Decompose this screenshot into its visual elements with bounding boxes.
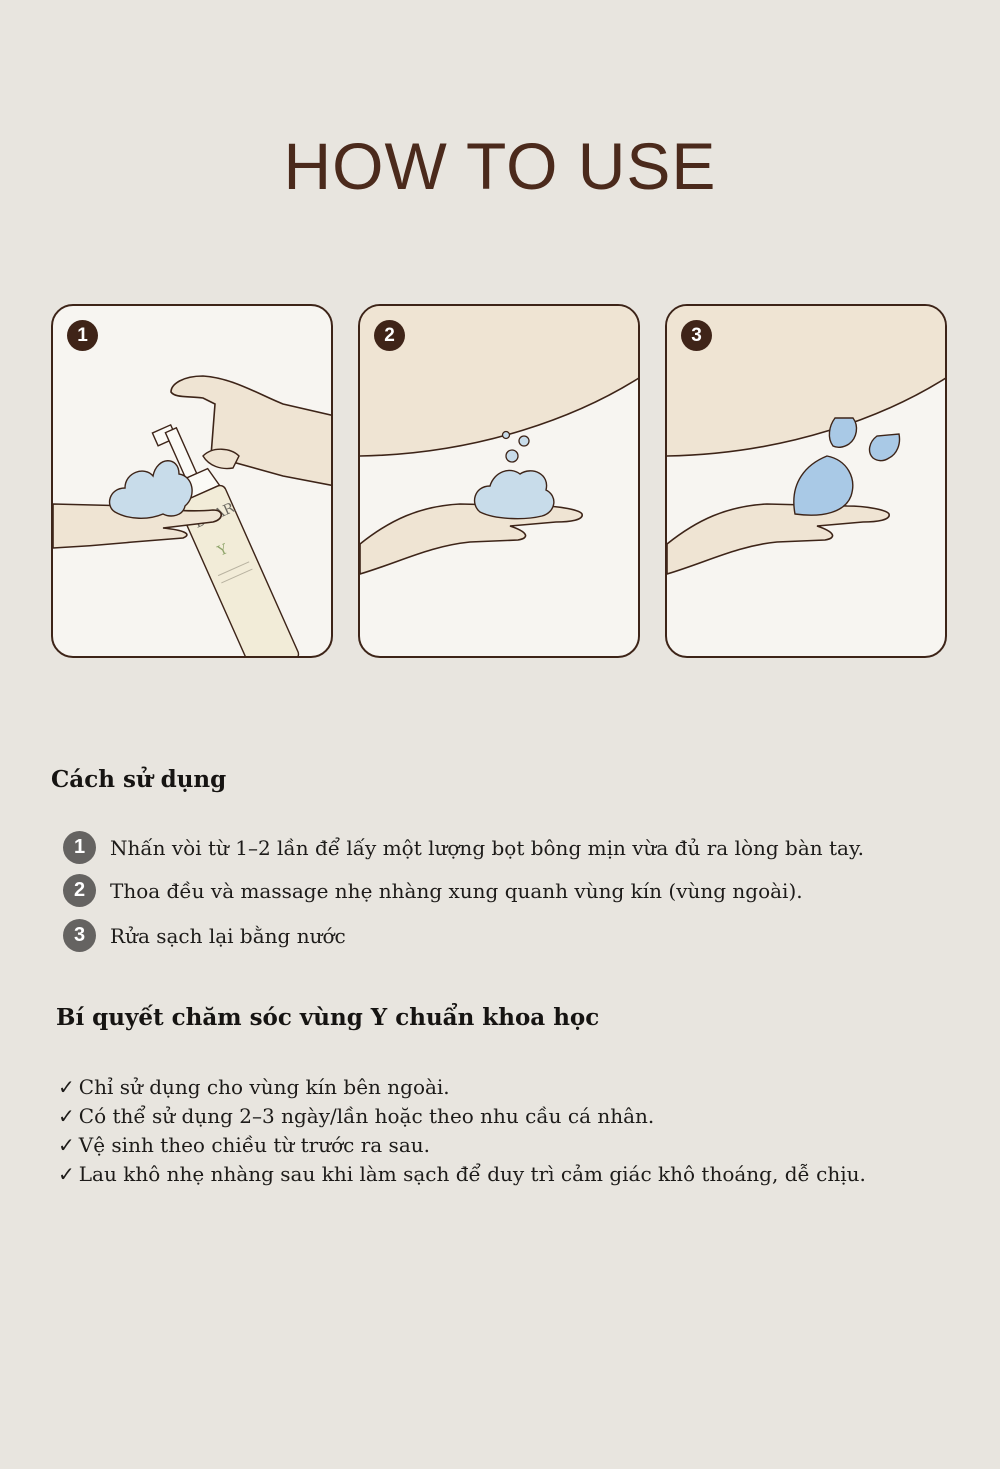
tip-item [58, 1104, 654, 1128]
pump-foam-illustration [53, 306, 333, 658]
tip-item [58, 1075, 450, 1099]
check-icon: ✓ [58, 1075, 75, 1099]
check-icon: ✓ [58, 1104, 75, 1128]
tip-text: Có thể sử dụng 2–3 ngày/lần hoặc theo nhu cầu cá nhân. [78, 1104, 655, 1128]
usage-step-text: Nhấn vòi từ 1–2 lần để lấy một lượng bọt bông mịn vừa đủ ra lòng bàn tay. [110, 835, 864, 860]
usage-step-text: Rửa sạch lại bằng nước [110, 923, 346, 948]
step-number-3: 3 [63, 919, 96, 952]
step-number-1: 1 [63, 831, 96, 864]
massage-foam-illustration [360, 306, 640, 658]
usage-step-1 [63, 831, 864, 864]
step-number-2: 2 [63, 874, 96, 907]
usage-heading: Cách sử dụng [51, 766, 227, 793]
bottle-mark-text: Y [215, 541, 231, 560]
step-badge-3: 3 [681, 320, 712, 351]
page-title: HOW TO USE [283, 129, 717, 203]
check-icon: ✓ [58, 1133, 75, 1157]
step-3-illustration [665, 304, 947, 658]
check-icon: ✓ [58, 1162, 75, 1186]
tip-item [58, 1162, 866, 1186]
tip-item [58, 1133, 430, 1157]
usage-step-2 [63, 874, 803, 907]
usage-step-text: Thoa đều và massage nhẹ nhàng xung quanh vùng kín (vùng ngoài). [110, 878, 803, 903]
rinse-water-illustration [667, 306, 947, 658]
tip-text: Chỉ sử dụng cho vùng kín bên ngoài. [78, 1075, 450, 1099]
step-2-illustration [358, 304, 640, 658]
step-badge-2: 2 [374, 320, 405, 351]
tip-text: Vệ sinh theo chiều từ trước ra sau. [78, 1133, 430, 1157]
tips-heading: Bí quyết chăm sóc vùng Y chuẩn khoa học [56, 1004, 600, 1031]
step-badge-1: 1 [67, 320, 98, 351]
tip-text: Lau khô nhẹ nhàng sau khi làm sạch để duy trì cảm giác khô thoáng, dễ chịu. [78, 1162, 866, 1186]
step-1-illustration [51, 304, 333, 658]
usage-step-3 [63, 919, 346, 952]
